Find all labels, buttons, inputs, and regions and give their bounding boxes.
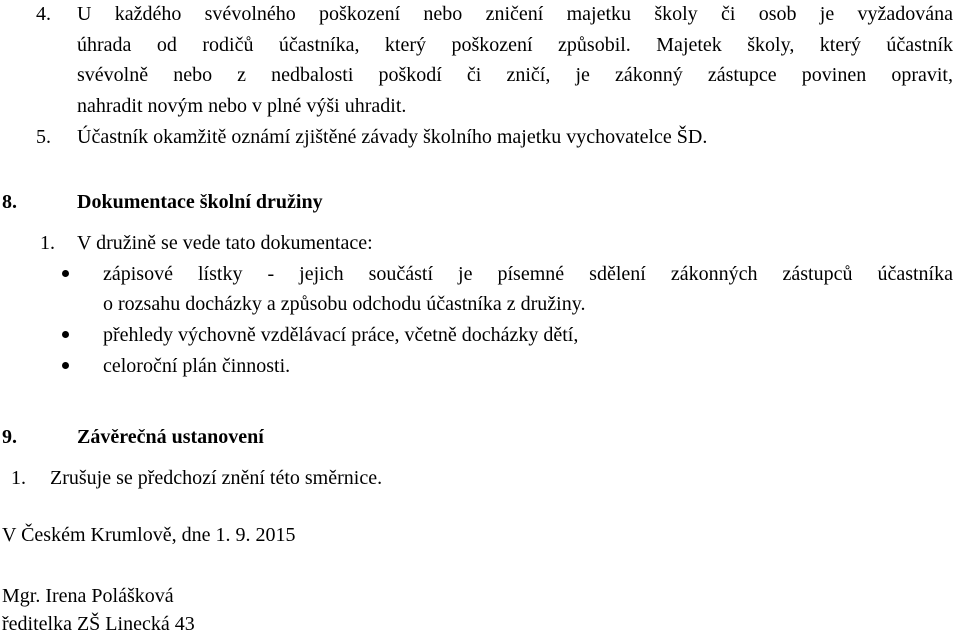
item-number: 1. xyxy=(11,467,26,489)
bullet-line: zápisové lístky - jejich součástí je písemné sdělení zákonných zástupců účastníka xyxy=(103,263,953,285)
section-heading: Závěrečná ustanovení xyxy=(77,426,264,448)
section-number: 9. xyxy=(2,426,17,448)
bullet-line: přehledy výchovně vzdělávací práce, včetně docházky dětí, xyxy=(103,324,579,346)
paragraph-line: V družině se vede tato dokumentace: xyxy=(77,232,373,254)
bullet-line: o rozsahu docházky a způsobu odchodu účastníka z družiny. xyxy=(103,293,586,315)
paragraph-line: Účastník okamžitě oznámí zjištěné závady školního majetku vychovatelce ŠD. xyxy=(77,126,708,148)
signature-role: ředitelka ZŠ Linecká 43 xyxy=(2,613,195,635)
item-number: 1. xyxy=(40,232,55,254)
paragraph-line: svévolně nebo z nedbalosti poškodí či zničí, je zákonný zástupce povinen opravit, xyxy=(77,64,953,86)
bullet-icon xyxy=(62,331,69,338)
paragraph-line: Zrušuje se předchozí znění této směrnice. xyxy=(50,467,383,489)
section-heading: Dokumentace školní družiny xyxy=(77,191,323,213)
paragraph-line: U každého svévolného poškození nebo zničení majetku školy či osob je vyžadována xyxy=(77,3,953,25)
paragraph-line: nahradit novým nebo v plné výši uhradit. xyxy=(77,95,407,117)
signature-name: Mgr. Irena Polášková xyxy=(2,585,174,607)
item-number: 4. xyxy=(36,3,51,25)
bullet-line: celoroční plán činnosti. xyxy=(103,355,291,377)
place-date: V Českém Krumlově, dne 1. 9. 2015 xyxy=(2,524,296,546)
item-number: 5. xyxy=(36,126,51,148)
paragraph-line: úhrada od rodičů účastníka, který poškození způsobil. Majetek školy, který účastník xyxy=(77,34,953,56)
bullet-icon xyxy=(62,362,69,369)
bullet-icon xyxy=(62,270,69,277)
section-number: 8. xyxy=(2,191,17,213)
